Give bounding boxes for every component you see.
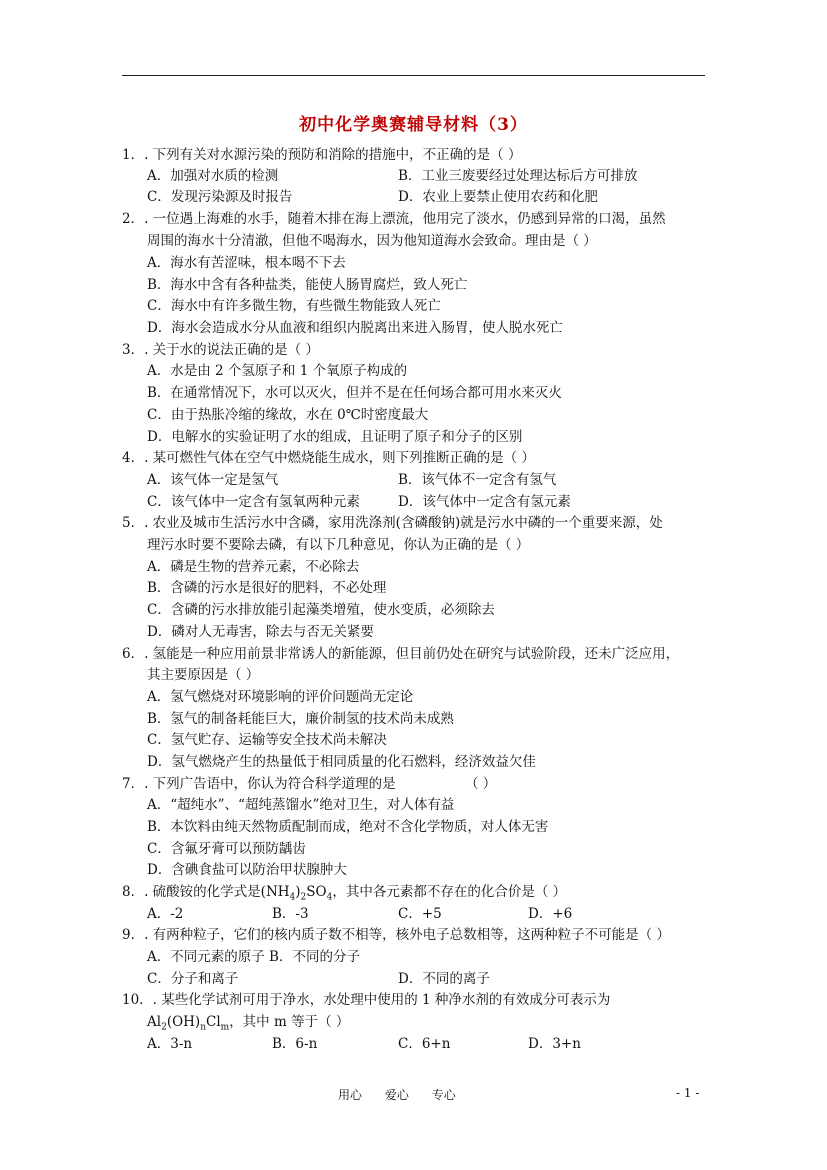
q3-option-a: A．水是由 2 个氢原子和 1 个氧原子构成的 [147,363,408,379]
q10-al: Al [147,1014,162,1030]
q2-option-c: C．海水中有许多微生物，有些微生物能致人死亡 [147,298,441,314]
q3-option-c: C．由于热胀冷缩的缘故，水在 0℃时密度最大 [147,407,429,423]
q5-option-b: B．含磷的污水是很好的肥料，不必处理 [147,580,387,596]
q8-mid-1: ) [295,884,301,900]
page-number: - 1 - [676,1086,700,1100]
q5-option-a: A．磷是生物的营养元素，不必除去 [147,559,360,575]
q6-option-a: A．氢气燃烧对环境影响的评价问题尚无定论 [147,689,414,705]
q1-option-b: B．工业三废要经过处理达标后方可排放 [398,168,638,184]
q1-option-a: A．加强对水质的检测 [147,168,279,184]
question-2: 2．. 一位遇上海难的水手，随着木排在海上漂流，他用完了淡水，仍感到异常的口渴，虽然 [122,211,666,227]
q4-option-c: C．该气体中一定含有氢氧两种元素 [147,494,360,510]
q10-cl: Cl [205,1014,221,1030]
q10-post: ，其中 m 等于（ ） [229,1014,350,1030]
question-3: 3．. 关于水的说法正确的是（ ） [122,342,319,358]
q6-option-d: D．氢气燃烧产生的热量低于相同质量的化石燃料，经济效益欠佳 [147,754,536,770]
q7-option-c: C．含氟牙膏可以预防龋齿 [147,841,306,857]
q2-option-a: A．海水有苦涩味，根本喝不下去 [147,255,346,271]
question-6-cont: 其主要原因是（ ） [147,667,260,683]
q5-option-c: C．含磷的污水排放能引起藻类增殖，使水变质，必须除去 [147,602,495,618]
q6-option-b: B．氢气的制备耗能巨大，廉价制氢的技术尚未成熟 [147,711,454,727]
q1-option-c: C．发现污染源及时报告 [147,189,293,205]
q7-option-a: A．“超纯水”、“超纯蒸馏水”绝对卫生，对人体有益 [147,797,455,813]
question-4: 4．. 某可燃性气体在空气中燃烧能生成水，则下列推断正确的是（ ） [122,450,535,466]
q8-stem-pre: 8．. 硫酸铵的化学式是(NH [122,884,290,900]
q4-option-d: D．该气体中一定含有氢元素 [398,494,571,510]
q9-option-c: C．分子和离子 [147,971,239,987]
q9-option-a-b: A．不同元素的原子 B．不同的分子 [147,949,360,965]
q10-oh: (OH) [166,1014,201,1030]
q8-stem-post: ，其中各元素都不存在的化合价是（ ） [332,884,567,900]
q10-option-c: C．6+n [398,1036,451,1052]
q3-option-b: B．在通常情况下，水可以灭火，但并不是在任何场合都可用水来灭火 [147,385,562,401]
q8-mid-2: SO [306,884,327,900]
q10-option-d: D．3+n [528,1036,581,1052]
q8-option-c: C．+5 [398,906,442,922]
q8-sub-3: 4 [326,892,333,903]
q7-option-d: D．含碘食盐可以防治甲状腺肿大 [147,862,347,878]
q10-sub-2: 2 [161,1022,167,1033]
q9-option-d: D．不同的离子 [398,971,490,987]
q8-option-b: B．-3 [272,906,309,922]
q1-option-d: D．农业上要禁止使用农药和化肥 [398,189,598,205]
question-2-cont: 周围的海水十分清澈，但他不喝海水，因为他知道海水会致命。理由是（ ） [147,233,597,249]
q7-option-b: B．本饮料由纯天然物质配制而成，绝对不含化学物质，对人体无害 [147,819,549,835]
question-10: 10．. 某些化学试剂可用于净水，水处理中使用的 1 种净水剂的有效成分可表示为 [122,992,611,1008]
q4-option-b: B．该气体不一定含有氢气 [398,472,557,488]
question-7: 7．. 下列广告语中，你认为符合科学道理的是 [122,776,396,792]
q10-sub-m: m [220,1022,230,1033]
q8-sub-2: 2 [300,892,307,903]
footer-motto: 用心 爱心 专心 [338,1088,456,1102]
question-6: 6．. 氢能是一种应用前景非常诱人的新能源，但目前仍处在研究与试验阶段，还未广泛应用， [122,646,680,662]
q2-option-d: D．海水会造成水分从血液和组织内脱离出来进入肠胃，使人脱水死亡 [147,320,563,336]
q8-option-a: A．-2 [147,906,184,922]
question-7-paren: （ ） [465,776,497,792]
q4-option-a: A．该气体一定是氢气 [147,472,279,488]
q10-option-a: A．3-n [147,1036,193,1052]
question-9: 9．. 有两种粒子，它们的核内质子数不相等，核外电子总数相等，这两种粒子不可能是（ ） [122,927,670,943]
q8-sub-1: 4 [289,892,296,903]
q6-option-c: C．氢气贮存、运输等安全技术尚未解决 [147,732,387,748]
question-5-cont: 理污水时要不要除去磷，有以下几种意见，你认为正确的是（ ） [147,537,530,553]
q3-option-d: D．电解水的实验证明了水的组成，且证明了原子和分子的区别 [147,429,523,445]
q2-option-b: B．海水中含有各种盐类，能使人肠胃腐烂，致人死亡 [147,277,468,293]
question-1: 1．. 下列有关对水源污染的预防和消除的措施中，不正确的是（ ） [122,147,522,163]
question-8 [122,882,566,908]
question-5: 5．. 农业及城市生活污水中含磷，家用洗涤剂(含磷酸钠)就是污水中磷的一个重要来源，处 [122,515,663,531]
q5-option-d: D．磷对人无毒害，除去与否无关紧要 [147,624,374,640]
header-rule [122,75,705,76]
q8-option-d: D．+6 [528,906,573,922]
page-title: 初中化学奥赛辅导材料（3） [299,115,528,135]
q10-sub-n: n [200,1022,206,1033]
q10-option-b: B．6-n [272,1036,318,1052]
